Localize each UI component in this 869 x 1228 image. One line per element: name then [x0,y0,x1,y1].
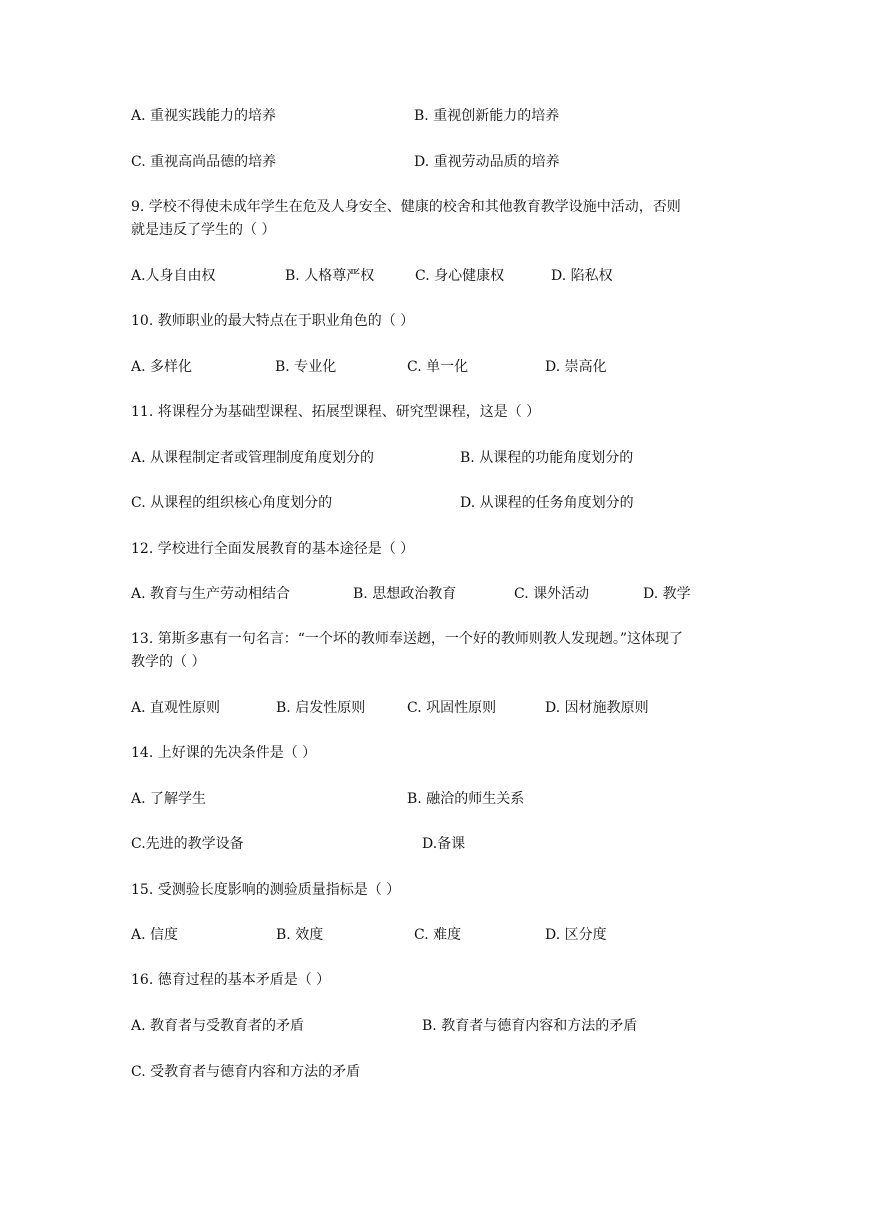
question-9-stem-line-1: 9. 学校不得使未成年学生在危及人身安全、健康的校舍和其他教育教学设施中活动，否则 [131,199,681,215]
question-13-stem-line-1: 13. 第斯多惠有一句名言：“一个坏的教师奉送趔，一个好的教师则教人发现趔。”这体现了 [131,631,684,647]
question-11-stem: 11. 将课程分为基础型课程、拓展型课程、研究型课程，这是（ ） [131,404,541,420]
question-14-option-c: C.先进的教学设备 [131,836,244,852]
question-14-stem: 14. 上好课的先决条件是（ ） [131,745,317,761]
question-10-stem: 10. 教师职业的最大特点在于职业角色的（ ） [131,313,415,329]
question-16-stem: 16. 德育过程的基本矛盾是（ ） [131,972,331,988]
question-15-option-d: D. 区分度 [545,927,607,943]
question-12-option-c: C. 课外活动 [514,586,590,602]
question-11-option-a: A. 从课程制定者或管理制度角度划分的 [131,450,375,466]
question-15-stem: 15. 受测验长度影响的测验质量指标是（ ） [131,882,401,898]
question-14-option-d: D.备课 [422,836,466,852]
question-16-option-a: A. 教育者与受教育者的矛盾 [131,1018,305,1034]
question-9-option-d: D. 陷私权 [551,268,613,284]
question-13-stem-line-2: 教学的（ ） [131,654,206,670]
question-11-option-b: B. 从课程的功能角度划分的 [460,450,634,466]
question-9-stem-line-2: 就是违反了学生的（ ） [131,222,276,238]
question-9-option-a: A.人身自由权 [131,268,216,284]
question-15-option-b: B. 效度 [276,927,324,943]
prev-option-a: A. 重视实践能力的培养 [131,108,277,124]
question-13-option-c: C. 巩固性原则 [407,700,497,716]
question-13-option-b: B. 启发性原则 [276,700,366,716]
question-12-option-d: D. 教学 [643,586,691,602]
question-10-option-c: C. 单一化 [407,359,469,375]
prev-option-d: D. 重视劳动品质的培养 [414,154,560,170]
question-14-option-b: B. 融洽的师生关系 [407,791,525,807]
question-13-option-d: D. 因材施教原则 [545,700,649,716]
question-9-option-b: B. 人格尊严权 [285,268,375,284]
question-12-option-a: A. 教育与生产劳动相结合 [131,586,291,602]
question-10-option-b: B. 专业化 [275,359,337,375]
question-16-option-c: C. 受教育者与德育内容和方法的矛盾 [131,1064,361,1080]
question-12-stem: 12. 学校进行全面发展教育的基本途径是（ ） [131,541,415,557]
question-13-option-a: A. 直观性原则 [131,700,221,716]
question-11-option-c: C. 从课程的组织核心角度划分的 [131,495,333,511]
question-15-option-c: C. 难度 [414,927,462,943]
question-14-option-a: A. 了解学生 [131,791,207,807]
question-9-option-c: C. 身心健康权 [415,268,505,284]
question-10-option-a: A. 多样化 [131,359,193,375]
prev-option-c: C. 重视高尚品德的培养 [131,154,277,170]
question-12-option-b: B. 思想政治教育 [353,586,457,602]
question-11-option-d: D. 从课程的任务角度划分的 [460,495,634,511]
question-16-option-b: B. 教育者与德育内容和方法的矛盾 [422,1018,638,1034]
prev-option-b: B. 重视创新能力的培养 [414,108,560,124]
question-15-option-a: A. 信度 [131,927,179,943]
question-10-option-d: D. 崇高化 [545,359,607,375]
